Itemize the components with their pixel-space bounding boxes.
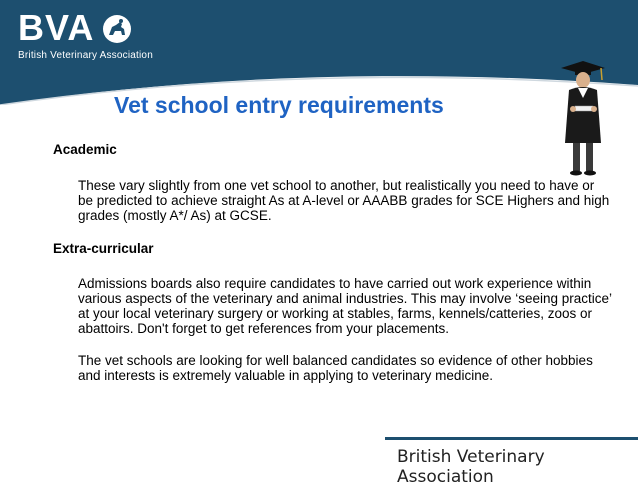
animal-emblem-icon [101, 13, 133, 45]
extracurricular-paragraph-2: The vet schools are looking for well balanced candidates so evidence of other hobbies and interests is extremely valuable in applying to veterinary medicine. [78, 353, 593, 383]
slide-title: Vet school entry requirements [114, 92, 444, 118]
bva-logo [18, 7, 153, 61]
academic-paragraph: These vary slightly from one vet school to another, but realistically you need to have or be predicted to achieve straight As at A-level or AAABB grades for SCE Highers and high grades (mostly A*/ As) at GCSE. [78, 178, 610, 223]
slide-body [53, 142, 613, 383]
extracurricular-paragraph-1: Admissions boards also require candidates to have carried out work experience within various aspects of the veterinary and animal industries. This may involve ‘seeing practice’ at your local veterinary surgery or working at stables, farms, kennels/catteries, zoos or abattoirs. Don't forget to get references from your placements. [78, 276, 612, 336]
section-heading-academic: Academic [53, 142, 117, 157]
section-heading-extracurricular: Extra-curricular [53, 241, 154, 256]
logo-subtitle: British Veterinary Association [18, 50, 153, 61]
footer-divider [385, 437, 638, 440]
logo-letters: BVA [18, 7, 95, 48]
footer-organization-name: British Veterinary Association [397, 447, 545, 487]
